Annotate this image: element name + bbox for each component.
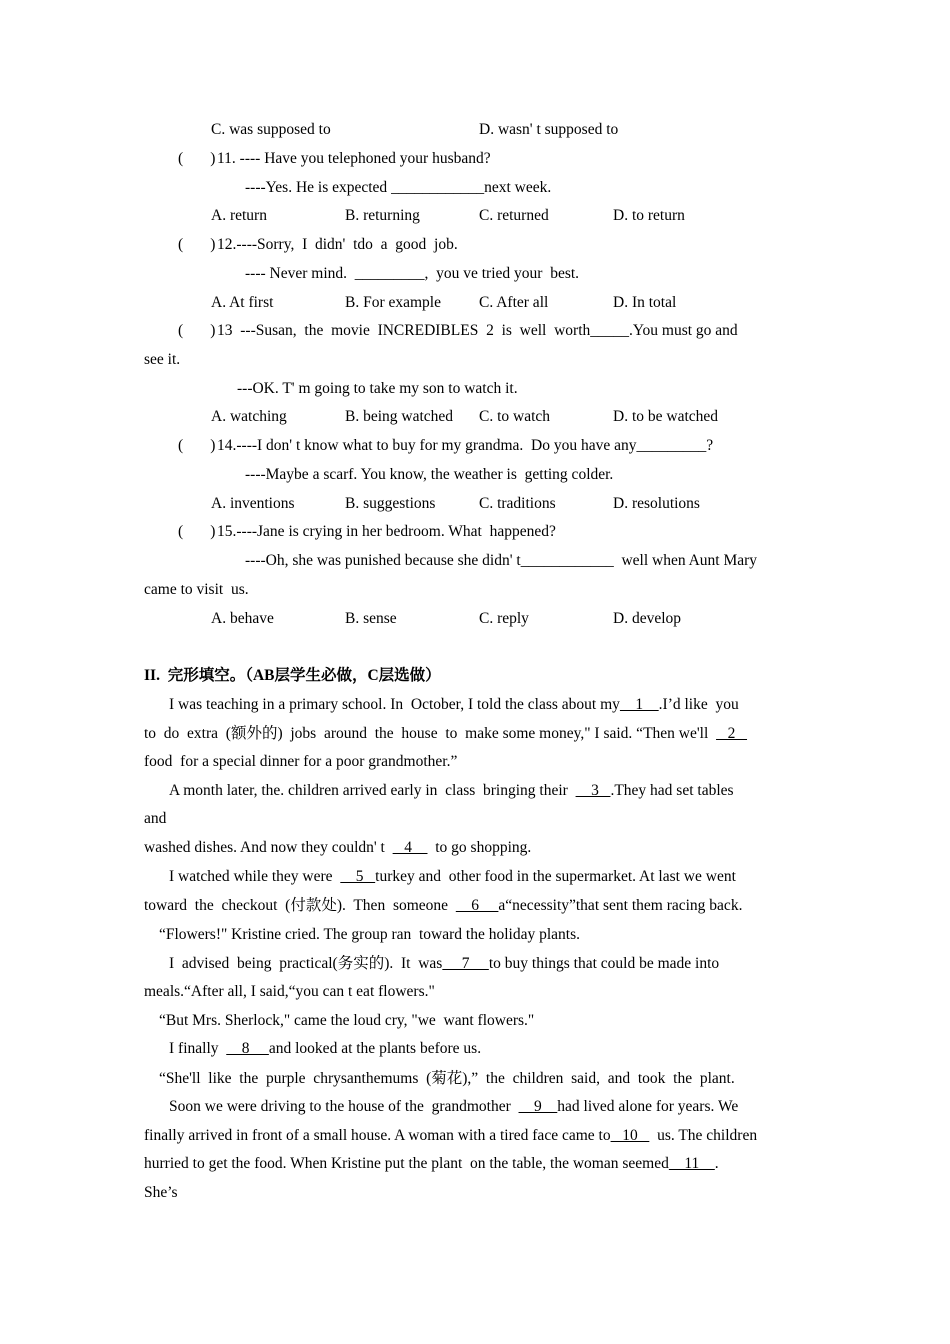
q14-option-c: C. traditions: [479, 495, 556, 512]
passage-line: and: [144, 810, 167, 827]
blank-4: 4: [392, 839, 428, 856]
blank-10: 10: [610, 1127, 650, 1144]
passage-line: toward the checkout (付款处). Then someone 6 a“necessity”that sent them racing back.: [144, 897, 743, 914]
q11-dialogue: ----Yes. He is expected ____________next week.: [245, 179, 552, 196]
q15-stem: 15.----Jane is crying in her bedroom. What happened?: [217, 523, 556, 540]
q12-blank: _________: [354, 265, 425, 282]
passage-line: hurried to get the food. When Kristine put the plant on the table, the woman seemed 11 .: [144, 1155, 719, 1172]
q14-dialogue: ----Maybe a scarf. You know, the weather is getting colder.: [245, 466, 614, 483]
q13-bracket: ( ): [178, 322, 216, 339]
blank-1: 1: [619, 696, 659, 713]
q12-bracket: ( ): [178, 236, 216, 253]
q13-option-d: D. to be watched: [613, 408, 719, 425]
q11-option-d: D. to return: [613, 207, 685, 224]
q12-dialogue: ---- Never mind. _________, you ve tried your best.: [245, 265, 580, 282]
q13-stem-cont: see it.: [144, 351, 181, 368]
q15-option-c: C. reply: [479, 610, 529, 627]
q10-option-d: D. wasn' t supposed to: [479, 121, 619, 138]
blank-11: 11: [668, 1155, 715, 1172]
q12-stem: 12.----Sorry, I didn' tdo a good job.: [217, 236, 458, 253]
q11-option-a: A. return: [211, 207, 267, 224]
passage-line: “Flowers!" Kristine cried. The group ran toward the holiday plants.: [159, 926, 580, 943]
q14-stem: 14.----I don' t know what to buy for my grandma. Do you have any_________?: [217, 437, 714, 454]
passage-line: “But Mrs. Sherlock," came the loud cry, "we want flowers.": [159, 1012, 535, 1029]
q15-option-a: A. behave: [211, 610, 274, 627]
q15-option-b: B. sense: [345, 610, 397, 627]
q10-option-c: C. was supposed to: [211, 121, 331, 138]
passage-line: finally arrived in front of a small house. A woman with a tired face came to 10 us. The children: [144, 1127, 758, 1144]
passage-line: She’s: [144, 1184, 178, 1201]
q15-option-d: D. develop: [613, 610, 682, 627]
blank-8: 8: [226, 1040, 269, 1057]
passage-line: washed dishes. And now they couldn' t 4 to go shopping.: [144, 839, 532, 856]
q13-option-a: A. watching: [211, 408, 287, 425]
q11-option-b: B. returning: [345, 207, 420, 224]
blank-7: 7: [442, 955, 489, 972]
passage-line: meals.“After all, I said,“you can t eat flowers.": [144, 983, 435, 1000]
passage-line: food for a special dinner for a poor grandmother.”: [144, 753, 458, 770]
q13-option-c: C. to watch: [479, 408, 551, 425]
q15-bracket: ( ): [178, 523, 216, 540]
q12-option-a: A. At first: [211, 294, 274, 311]
q14-option-b: B. suggestions: [345, 495, 436, 512]
q11-stem: 11. ---- Have you telephoned your husband?: [217, 150, 491, 167]
blank-6: 6: [455, 897, 499, 914]
passage-line: “She'll like the purple chrysanthemums (菊花),” the children said, and took the plant.: [159, 1070, 735, 1087]
q14-option-d: D. resolutions: [613, 495, 700, 512]
passage-line: to do extra (额外的) jobs around the house to make some money," I said. “Then we'll 2: [144, 725, 748, 742]
section-heading: II. 完形填空。（AB层学生必做，C层选做）: [144, 667, 441, 684]
q11-bracket: ( ): [178, 150, 216, 167]
passage-line: Soon we were driving to the house of the grandmother 9 had lived alone for years. We: [169, 1098, 739, 1115]
q12-option-c: C. After all: [479, 294, 549, 311]
q13-option-b: B. being watched: [345, 408, 454, 425]
q14-option-a: A. inventions: [211, 495, 295, 512]
q12-option-b: B. For example: [345, 294, 441, 311]
q13-dialogue: ---OK. T' m going to take my son to watch it.: [237, 380, 518, 397]
q12-option-d: D. In total: [613, 294, 677, 311]
blank-3: 3: [575, 782, 611, 799]
q14-bracket: ( ): [178, 437, 216, 454]
q11-option-c: C. returned: [479, 207, 549, 224]
q13-stem: 13 ---Susan, the movie INCREDIBLES 2 is well worth_____.You must go and: [217, 322, 738, 339]
passage-line: I finally 8 and looked at the plants before us.: [169, 1040, 482, 1057]
q11-blank: ____________: [391, 179, 485, 196]
passage-line: I was teaching in a primary school. In October, I told the class about my 1 .I’d like you: [169, 696, 739, 713]
passage-line: I advised being practical(务实的). It was 7 to buy things that could be made into: [169, 955, 720, 972]
q15-dialogue-cont: came to visit us.: [144, 581, 249, 598]
passage-line: A month later, the. children arrived early in class bringing their 3 .They had set tables: [169, 782, 734, 799]
blank-2: 2: [716, 725, 748, 742]
blank-9: 9: [518, 1098, 558, 1115]
q15-dialogue: ----Oh, she was punished because she didn' t____________ well when Aunt Mary: [245, 552, 758, 569]
passage-line: I watched while they were 5 turkey and other food in the supermarket. At last we went: [169, 868, 736, 885]
blank-5: 5: [340, 868, 376, 885]
